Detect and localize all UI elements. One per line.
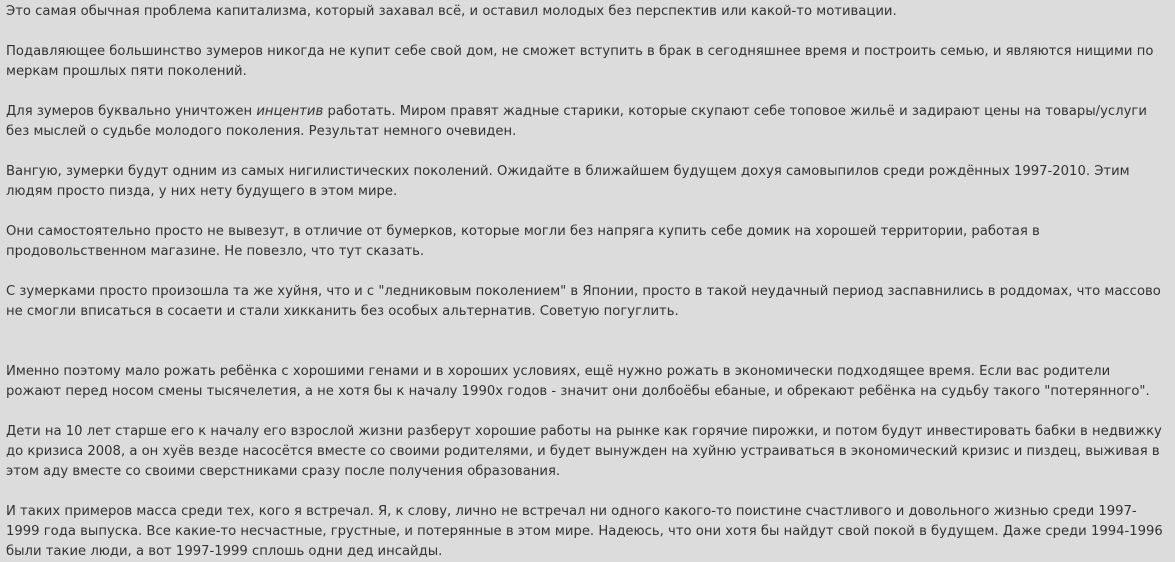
paragraph-3	[6, 102, 1168, 142]
paragraph-9: И таких примеров масса среди тех, кого я встречал. Я, к слову, лично не встречал ни одного какого-то поистине счастливого и довольного жизнью среди 1997-1999 года выпуска. Все какие-то несчастные, грустные, и потерянные в этом мире. Надеюсь, что они хотя бы найдут свой покой в будущем. Даже среди 1994-1996 были такие люди, а вот 1997-1999 сплошь одни дед инсайды.	[6, 504, 1163, 559]
emphasized-word: инцентив	[256, 104, 324, 119]
post-body	[6, 0, 1168, 562]
paragraph-7: Именно поэтому мало рожать ребёнка с хорошими генами и в хороших условиях, ещё нужно рожать в экономически подходящее время. Если вас родители рожают перед носом смены тысячелетия, а не хотя бы к началу 1990х годов - значит они долбоёбы ебаные, и обрекают ребёнка на судьбу такого "потерянного".	[6, 364, 1150, 399]
paragraph-8: Дети на 10 лет старше его к началу его взрослой жизни разберут хорошие работы на рынке как горячие пирожки, и потом будут инвестировать бабки в недвижку до кризиса 2008, а он хуёв везде насосётся вместе со своими родителями, и будет вынужден на хуйню устраиваться в экономический кризис и пиздец, выживая в этом аду вместе со своими сверстниками сразу после получения образования.	[6, 424, 1162, 479]
paragraph-2: Подавляющее большинство зумеров никогда не купит себе свой дом, не сможет вступить в брак в сегодняшнее время и построить семью, и являются нищими по меркам прошлых пяти поколений.	[6, 44, 1154, 79]
paragraph-5: Они самостоятельно просто не вывезут, в отличие от бумерков, которые могли без напряга купить себе домик на хорошей территории, работая в продовольственном магазине. Не повезло, что тут сказать.	[6, 224, 1040, 259]
paragraph-6: С зумерками просто произошла та же хуйня, что и с "ледниковым поколением" в Японии, просто в такой неудачный период заспавнились в роддомах, что массово не смогли вписаться в сосаети и стали хикканить без особых альтернатив. Советую погуглить.	[6, 284, 1161, 319]
paragraph-4: Вангую, зумерки будут одним из самых нигилистических поколений. Ожидайте в ближайшем будущем дохуя самовыпилов среди рождённых 1997-2010. Этим людям просто пизда, у них нету будущего в этом мире.	[6, 164, 1130, 199]
paragraph-3-text-before: Для зумеров буквально уничтожен	[6, 104, 257, 119]
paragraph-3-text-after: работать. Миром правят жадные старики, которые скупают себе топовое жильё и задирают цены на товары/услуги без мыслей о судьбе молодого поколения. Результат немного очевиден.	[6, 104, 1147, 139]
paragraph-1: Это самая обычная проблема капитализма, который захавал всё, и оставил молодых без перспектив или какой-то мотивации.	[6, 4, 897, 19]
